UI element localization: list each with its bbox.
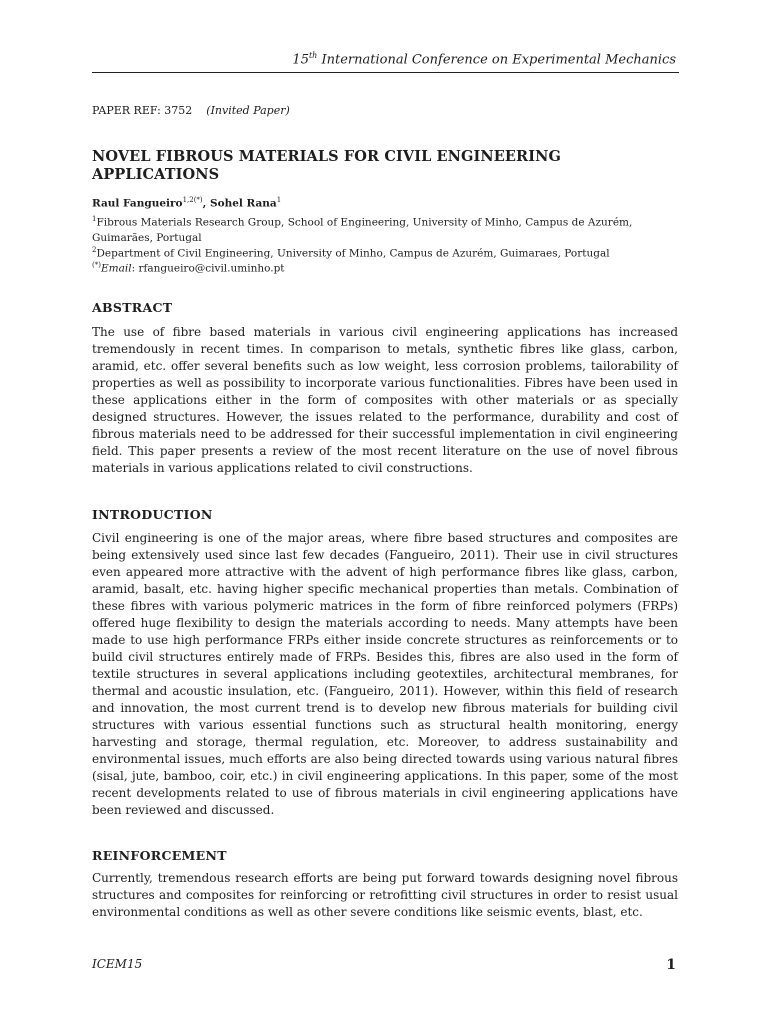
reinforcement-heading: REINFORCEMENT <box>92 848 227 863</box>
reinforcement-text: Currently, tremendous research efforts are being put forward towards designing novel fibrous structures and composites for reinforcing or retrofitting civil structures in order to resist usual environmental conditions as well as other severe conditions like seismic events, blast, etc. <box>92 871 678 919</box>
abstract-text: The use of fibre based materials in various civil engineering applications has increased tremendously in recent times. In comparison to metals, synthetic fibres like glass, carbon, aramid, etc. offer several benefits such as low weight, less corrosion problems, tailorability of properties as well as possibility to incorporate various functionalities. Fibres have been used in these applications either in the form of composites with other materials or as specially designed structures. However, the issues related to the performance, durability and cost of fibrous materials need to be addressed for their successful implementation in civil engineering field. This paper presents a review of the most recent literature on the use of novel fibrous materials in various applications related to civil constructions. <box>92 325 678 475</box>
introduction-text: Civil engineering is one of the major areas, where fibre based structures and composites are being extensively used since last few decades (Fangueiro, 2011). Their use in civil structures even appeared more attractive with the advent of high performance fibres like glass, carbon, aramid, basalt, etc. having higher specific mechanical properties than metals. Combination of these fibres with various polymeric matrices in the form of fibre reinforced polymers (FRPs) offered huge flexibility to design the materials according to needs. Many attempts have been made to use high performance FRPs either inside concrete structures as reinforcements or to build civil structures entirely made of FRPs. Besides this, fibres are also used in the form of textile structures in several applications including geotextiles, architectural membranes, for thermal and acoustic insulation, etc. (Fangueiro, 2011). However, within this field of research and innovation, the most current trend is to develop new fibrous materials for building civil structures with various essential functions such as structural health monitoring, energy harvesting and storage, thermal regulation, etc. Moreover, to address sustainability and environmental issues, much efforts are also being directed towards using various natural fibres (sisal, jute, bamboo, coir, etc.) in civil engineering applications. In this paper, some of the most recent developments related to use of fibrous materials in civil engineering applications have been reviewed and discussed. <box>92 531 678 817</box>
affiliation-1: $^1$Fibrous Materials Research Group, School of Engineering, University of Minho, Campus de Azurém, Guimarães, Portugal <box>92 215 633 244</box>
footer-conference: ICEM15 <box>92 957 143 971</box>
header-rule <box>92 72 679 73</box>
page-number: 1 <box>666 957 676 973</box>
introduction-heading: INTRODUCTION <box>92 507 213 522</box>
authors: Raul Fangueiro$^{1,2(*)}$, Sohel Rana$^1$ <box>92 196 282 210</box>
email-line: (*)Email: rfangueiro@civil.uminho.pt <box>92 261 285 275</box>
paper-ref: PAPER REF: 3752 (Invited Paper) <box>92 104 290 117</box>
conference-header: 15th International Conference on Experimental Mechanics <box>292 51 676 68</box>
paper-title: NOVEL FIBROUS MATERIALS FOR CIVIL ENGINEERING APPLICATIONS <box>92 148 561 183</box>
abstract-heading: ABSTRACT <box>92 300 173 315</box>
affiliation-2: $^2$Department of Civil Engineering, University of Minho, Campus de Azurém, Guimaraes, Portugal <box>92 246 610 260</box>
